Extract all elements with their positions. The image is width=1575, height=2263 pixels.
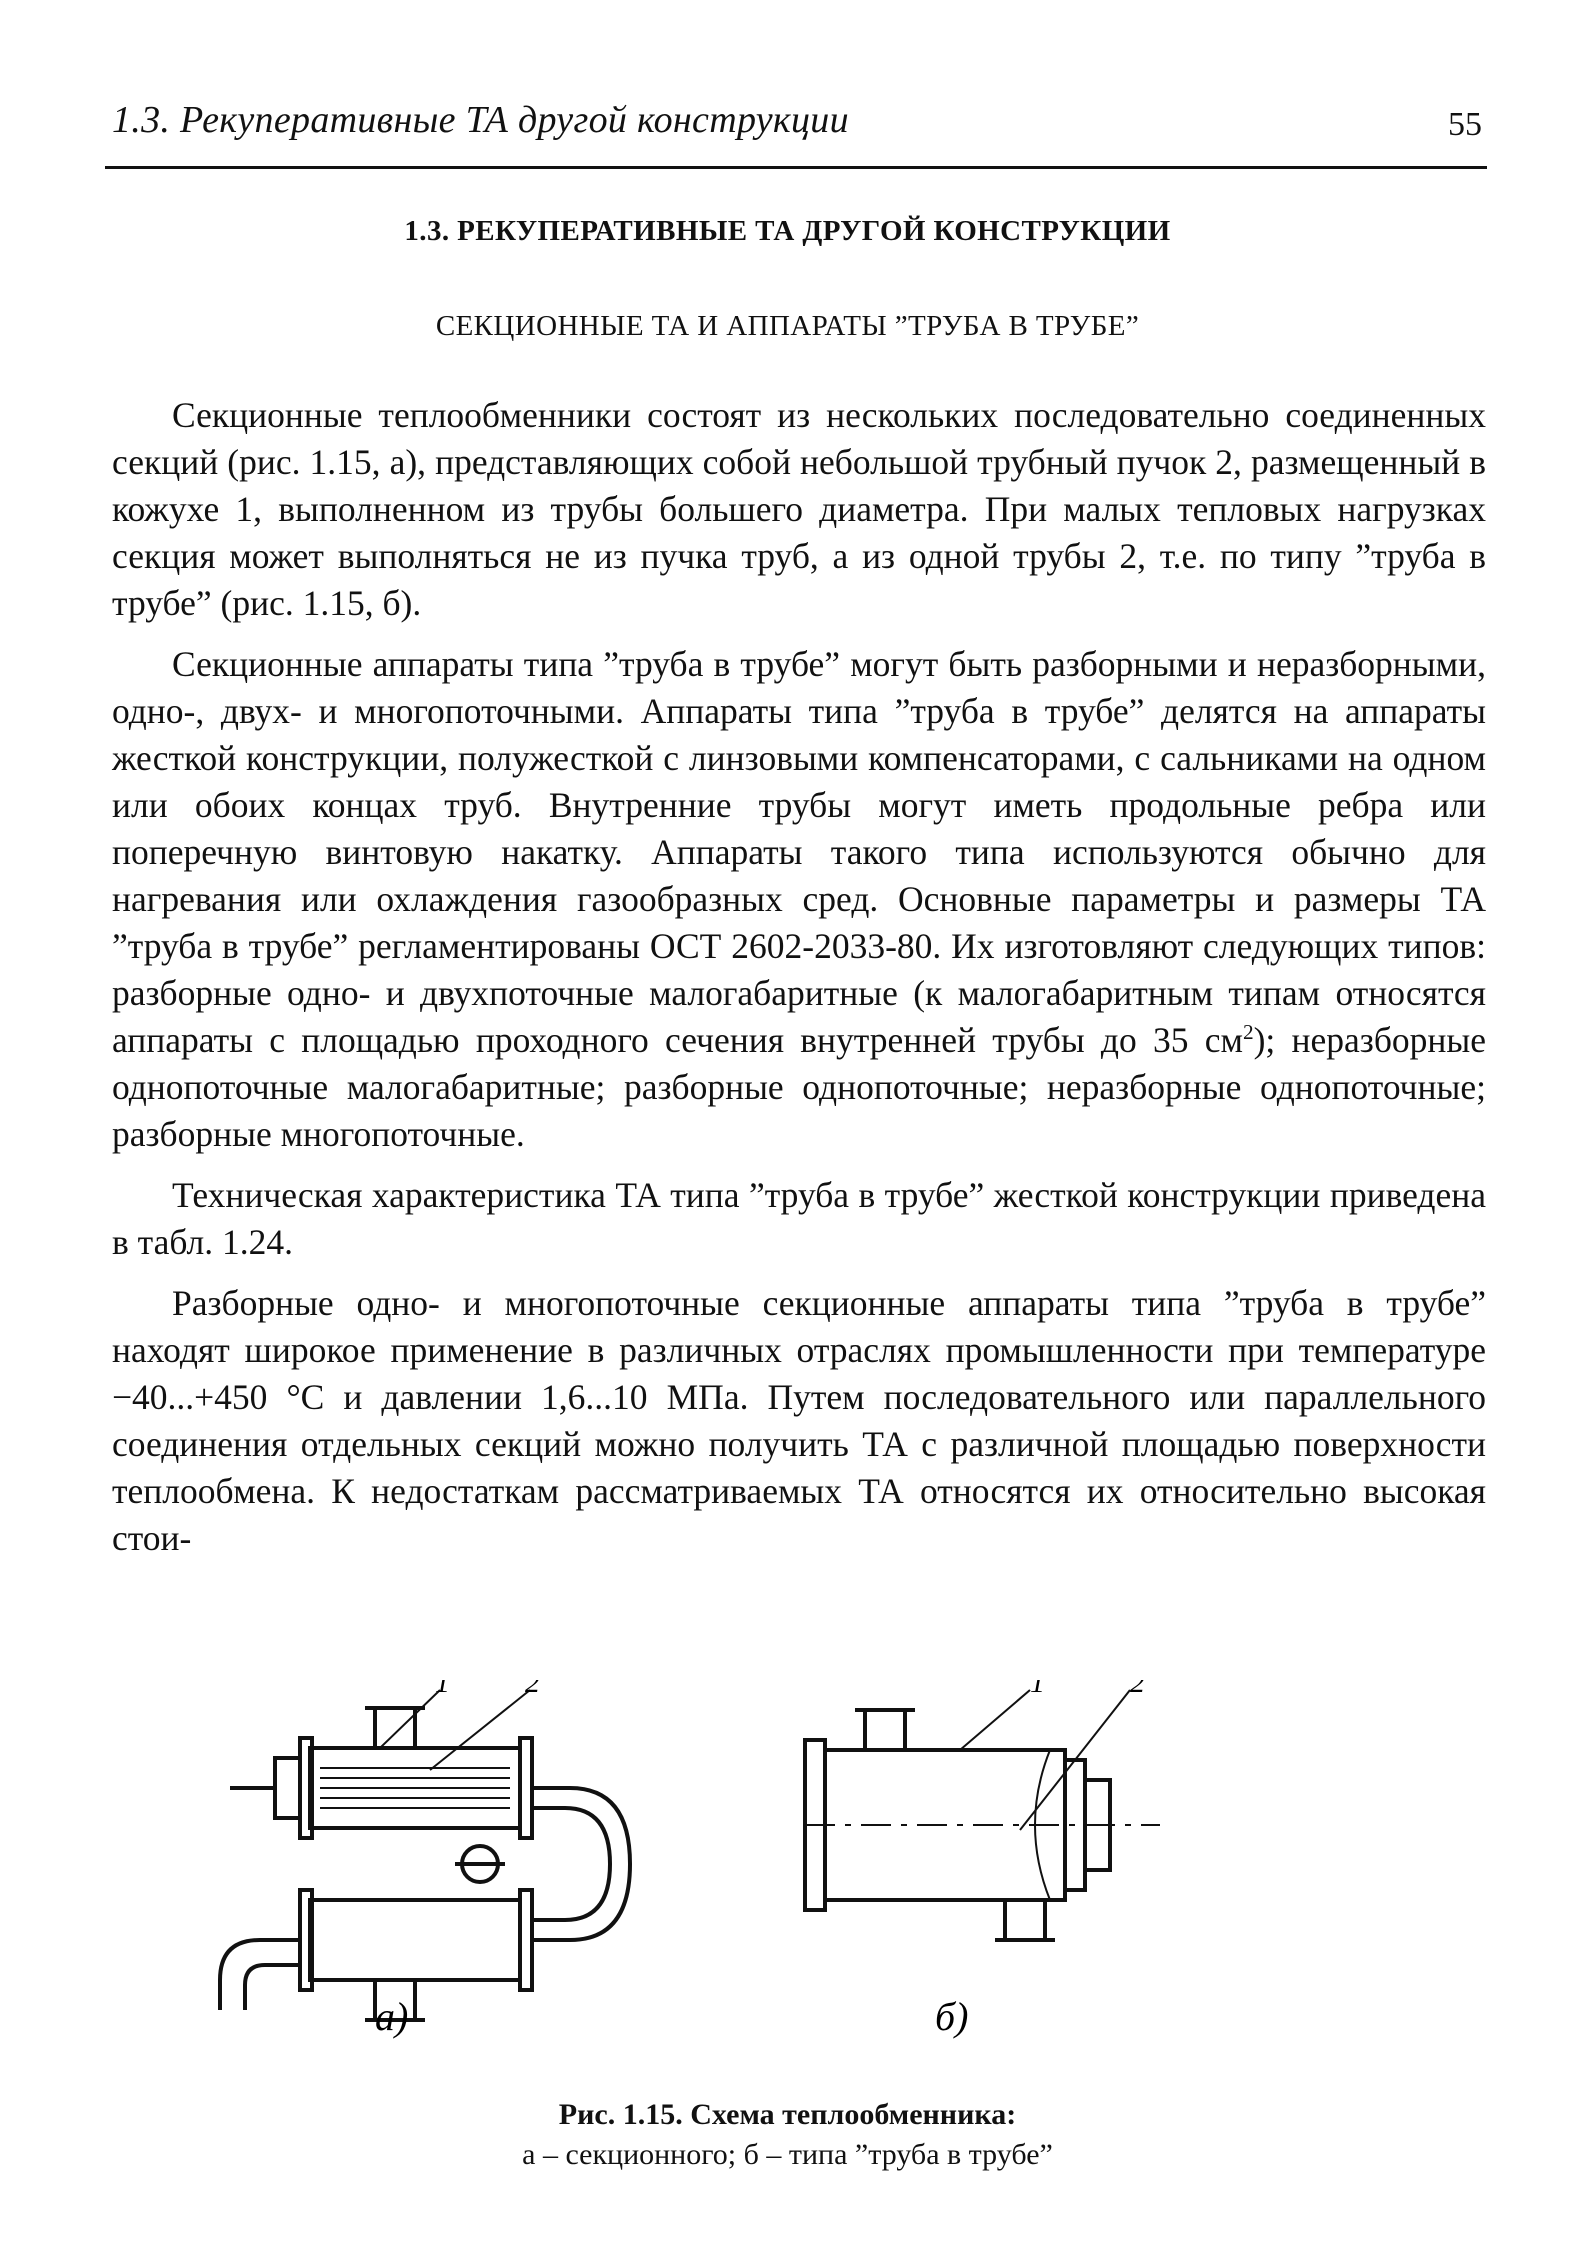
subfigure-a-label: а) — [375, 1994, 409, 2039]
elbow-a — [220, 1940, 300, 2010]
paragraph-4: Разборные одно- и многопоточные секционные аппараты типа ”труба в трубе” находят широкое применение в различных отраслях промышленности при температуре −40...+450 °С и давлении 1,6...10 МПа. Путем последовательного или параллельного соединения отдельных секций можно получить ТА с различной площадью поверхности теплообмена. К недостаткам рассматриваемых ТА относятся их относительно высокая стои- — [112, 1283, 1486, 1558]
label-a-2: 2 — [525, 1680, 540, 1699]
paragraph-2-part-a: Секционные аппараты типа ”труба в трубе” могут быть разборными и неразборными, одно-, двух- и многопоточными. Аппараты типа ”труба в трубе” делятся на аппараты жесткой конструкции, полужесткой с линзовыми компенсаторами, с сальниками на одном или обоих концах труб. Внутренние трубы могут иметь продольные ребра или поперечную винтовую накатку. Аппараты такого типа используются обычно для нагревания или охлаждения газообразных сред. Основные параметры и размеры ТА ”труба в трубе” регламентированы ОСТ 2602-2033-80. Их изготовляют следующих типов: разборные одно- и двухпоточные малогабаритные (к малогабаритным типам относятся аппараты с площадью проходного сечения внутренней трубы до 35 см — [112, 644, 1486, 1060]
figure-1-15 — [200, 1680, 1350, 2040]
nozzle-a-top — [375, 1708, 415, 1748]
nozzle-b-bottom — [1005, 1900, 1045, 1940]
shell-a-bottom — [310, 1900, 520, 1980]
body-text — [112, 392, 1486, 1576]
flange-a3 — [300, 1890, 312, 1990]
running-head-title: 1.3. Рекуперативные ТА другой конструкции — [112, 99, 849, 141]
paragraph-1: Секционные теплообменники состоят из нескольких последовательно соединенных секций (рис. 1.15, а), представляющих собой небольшой трубный пучок 2, размещенный в кожухе 1, выполненном из трубы большего диаметра. При малых тепловых нагрузках секция может выполняться не из пучка труб, а из одной трубы 2, т.е. по типу ”труба в трубе” (рис. 1.15, б). — [112, 395, 1486, 623]
page-number: 55 — [1448, 106, 1482, 143]
caption-line-1: Рис. 1.15. Схема теплообменника: — [558, 2098, 1017, 2131]
flange-a4 — [520, 1890, 532, 1990]
label-a-1: 1 — [435, 1680, 450, 1699]
figure-caption — [0, 2095, 1575, 2175]
subfigure-b-label: б) — [935, 1994, 969, 2039]
section-title: 1.3. РЕКУПЕРАТИВНЫЕ ТА ДРУГОЙ КОНСТРУКЦИИ — [404, 215, 1171, 247]
heat-exchanger-drawing — [200, 1680, 1350, 2040]
running-head — [112, 98, 1482, 158]
caption-line-2: а – секционного; б – типа ”труба в трубе” — [522, 2138, 1053, 2171]
paragraph-3: Техническая характеристика ТА типа ”труба в трубе” жесткой конструкции приведена в табл. 1.24. — [112, 1175, 1486, 1262]
end-cap-a — [275, 1758, 300, 1818]
label-b-1: 1 — [1030, 1680, 1045, 1699]
superscript-2: 2 — [1242, 1020, 1254, 1045]
subsection-title: СЕКЦИОННЫЕ ТА И АППАРАТЫ ”ТРУБА В ТРУБЕ” — [435, 310, 1140, 342]
diagram-b — [805, 1690, 1160, 1940]
flange-a2 — [520, 1738, 532, 1838]
diagram-a — [220, 1690, 630, 2020]
nozzle-b-top — [865, 1710, 905, 1750]
label-b-2: 2 — [1130, 1680, 1145, 1699]
paragraph-2-part-b: ); неразборные однопоточные малогабаритные; разборные однопоточные; неразборные однопоточные; разборные многопоточные. — [112, 1020, 1486, 1154]
header-rule — [105, 166, 1487, 169]
paragraph-2 — [112, 641, 1486, 1158]
